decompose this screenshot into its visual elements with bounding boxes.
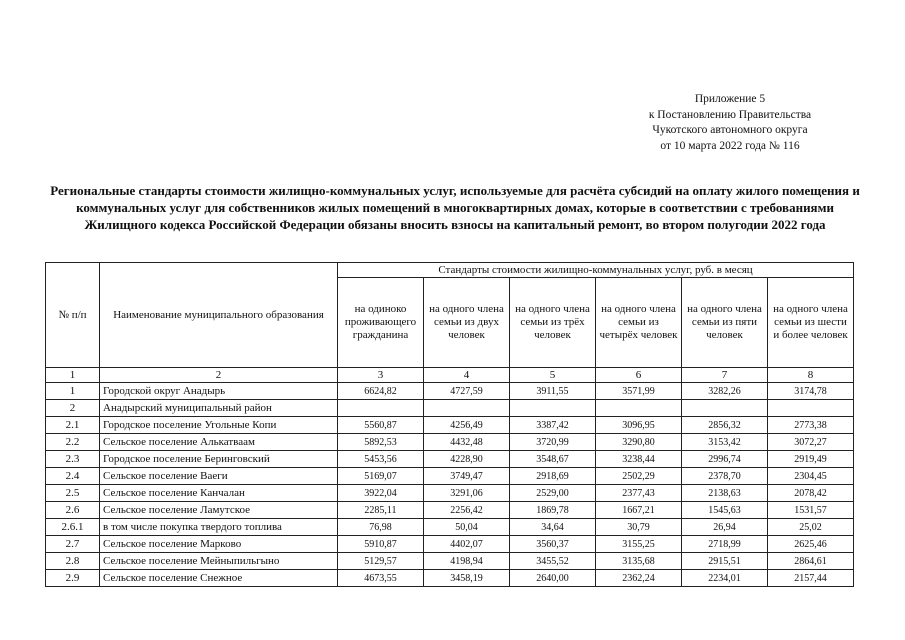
row-value: 2915,51: [682, 553, 768, 570]
row-value: 2377,43: [596, 485, 682, 502]
row-value: 3458,19: [424, 570, 510, 587]
row-value: 2285,11: [338, 502, 424, 519]
row-value: [338, 400, 424, 417]
row-value: 3387,42: [510, 417, 596, 434]
row-name: Городское поселение Угольные Копи: [100, 417, 338, 434]
appendix-line: к Постановлению Правительства: [648, 108, 812, 121]
table-row: [46, 451, 854, 468]
row-value: 3911,55: [510, 383, 596, 400]
row-number: 2.6: [46, 502, 100, 519]
row-value: 3571,99: [596, 383, 682, 400]
row-value: 2529,00: [510, 485, 596, 502]
col-header-two: на одного члена семьи из двух человек: [424, 278, 510, 368]
row-value: 2234,01: [682, 570, 768, 587]
row-number: 1: [46, 383, 100, 400]
table-row: [46, 383, 854, 400]
row-value: 3135,68: [596, 553, 682, 570]
row-value: 4727,59: [424, 383, 510, 400]
column-number: 5: [510, 368, 596, 383]
row-value: 5169,07: [338, 468, 424, 485]
row-value: 3290,80: [596, 434, 682, 451]
row-value: 2378,70: [682, 468, 768, 485]
col-header-three: на одного члена семьи из трёх человек: [510, 278, 596, 368]
row-value: 2718,99: [682, 536, 768, 553]
row-value: 6624,82: [338, 383, 424, 400]
table-body: [46, 383, 854, 587]
row-name: Сельское поселение Ламутское: [100, 502, 338, 519]
table-row: [46, 400, 854, 417]
row-value: 3720,99: [510, 434, 596, 451]
row-value: 2773,38: [768, 417, 854, 434]
row-value: 2078,42: [768, 485, 854, 502]
col-header-four: на одного члена семьи из четырёх человек: [596, 278, 682, 368]
row-value: 2256,42: [424, 502, 510, 519]
standards-table: [45, 262, 854, 587]
header-row-group: [46, 263, 854, 278]
row-number: 2.3: [46, 451, 100, 468]
table-row: [46, 502, 854, 519]
row-value: 25,02: [768, 519, 854, 536]
table-row: [46, 468, 854, 485]
table-row: [46, 485, 854, 502]
row-value: 2625,46: [768, 536, 854, 553]
row-value: 2640,00: [510, 570, 596, 587]
row-value: 4402,07: [424, 536, 510, 553]
appendix-line: Приложение 5: [694, 93, 766, 105]
row-value: 1667,21: [596, 502, 682, 519]
row-value: 3548,67: [510, 451, 596, 468]
row-name: Сельское поселение Ваеги: [100, 468, 338, 485]
col-header-name: Наименование муниципального образования: [100, 263, 338, 368]
row-value: [682, 400, 768, 417]
row-value: 2502,29: [596, 468, 682, 485]
column-number: 8: [768, 368, 854, 383]
row-value: 1531,57: [768, 502, 854, 519]
row-value: 5560,87: [338, 417, 424, 434]
row-value: 3455,52: [510, 553, 596, 570]
col-header-single: на одиноко проживающего гражданина: [338, 278, 424, 368]
row-value: 3282,26: [682, 383, 768, 400]
row-value: 5129,57: [338, 553, 424, 570]
row-name: в том числе покупка твердого топлива: [100, 519, 338, 536]
row-value: 5453,56: [338, 451, 424, 468]
row-value: 4198,94: [424, 553, 510, 570]
row-value: 2362,24: [596, 570, 682, 587]
row-value: 34,64: [510, 519, 596, 536]
row-value: [596, 400, 682, 417]
column-number: 2: [100, 368, 338, 383]
row-value: 2864,61: [768, 553, 854, 570]
row-name: Сельское поселение Канчалан: [100, 485, 338, 502]
row-value: 2856,32: [682, 417, 768, 434]
table-row: [46, 519, 854, 536]
row-value: 3560,37: [510, 536, 596, 553]
row-value: 2304,45: [768, 468, 854, 485]
appendix-line: Чукотского автономного округа: [652, 124, 808, 136]
row-name: Городской округ Анадырь: [100, 383, 338, 400]
row-value: 2918,69: [510, 468, 596, 485]
row-value: 4228,90: [424, 451, 510, 468]
row-value: 3072,27: [768, 434, 854, 451]
row-number: 2.4: [46, 468, 100, 485]
row-value: 3096,95: [596, 417, 682, 434]
column-number: 6: [596, 368, 682, 383]
row-number: 2.7: [46, 536, 100, 553]
row-value: 2996,74: [682, 451, 768, 468]
row-value: 3291,06: [424, 485, 510, 502]
row-value: 2919,49: [768, 451, 854, 468]
row-value: 5892,53: [338, 434, 424, 451]
row-value: 1545,63: [682, 502, 768, 519]
column-number: 3: [338, 368, 424, 383]
column-number: 1: [46, 368, 100, 383]
row-value: 2157,44: [768, 570, 854, 587]
row-name: Городское поселение Беринговский: [100, 451, 338, 468]
col-header-six: на одного члена семьи из шести и более человек: [768, 278, 854, 368]
row-value: [510, 400, 596, 417]
appendix-line: от 10 марта 2022 года № 116: [660, 139, 800, 152]
row-value: 3153,42: [682, 434, 768, 451]
row-name: Сельское поселение Алькатваам: [100, 434, 338, 451]
row-value: 4673,55: [338, 570, 424, 587]
row-value: 3749,47: [424, 468, 510, 485]
row-value: 3922,04: [338, 485, 424, 502]
row-name: Сельское поселение Мейныпильгыно: [100, 553, 338, 570]
col-header-number: № п/п: [46, 263, 100, 368]
row-value: 3155,25: [596, 536, 682, 553]
table-row: [46, 434, 854, 451]
table-row: [46, 553, 854, 570]
row-number: 2.5: [46, 485, 100, 502]
row-value: 4432,48: [424, 434, 510, 451]
row-value: 4256,49: [424, 417, 510, 434]
row-value: [768, 400, 854, 417]
group-header: Стандарты стоимости жилищно-коммунальных услуг, руб. в месяц: [338, 263, 854, 278]
row-number: 2: [46, 400, 100, 417]
table-row: [46, 536, 854, 553]
column-number: 7: [682, 368, 768, 383]
row-number: 2.9: [46, 570, 100, 587]
row-name: Анадырский муниципальный район: [100, 400, 338, 417]
row-value: 50,04: [424, 519, 510, 536]
table-row: [46, 570, 854, 587]
column-number: 4: [424, 368, 510, 383]
row-value: 76,98: [338, 519, 424, 536]
row-value: [424, 400, 510, 417]
row-value: 26,94: [682, 519, 768, 536]
row-name: Сельское поселение Снежное: [100, 570, 338, 587]
row-number: 2.8: [46, 553, 100, 570]
row-value: 3238,44: [596, 451, 682, 468]
column-number-row: [46, 368, 854, 383]
row-number: 2.2: [46, 434, 100, 451]
appendix-block: [600, 92, 860, 154]
row-number: 2.1: [46, 417, 100, 434]
table-row: [46, 417, 854, 434]
row-number: 2.6.1: [46, 519, 100, 536]
row-value: 30,79: [596, 519, 682, 536]
col-header-five: на одного члена семьи из пяти человек: [682, 278, 768, 368]
row-value: 2138,63: [682, 485, 768, 502]
row-value: 3174,78: [768, 383, 854, 400]
row-value: 5910,87: [338, 536, 424, 553]
row-value: 1869,78: [510, 502, 596, 519]
document-title: Региональные стандарты стоимости жилищно-коммунальных услуг, используемые для расчёта субсидий на оплату жилого помещения и коммунальных услуг для собственников жилых помещений в многоквартирных домах, которые в соответствии с требованиями Жилищного кодекса Российской Федерации обязаны вносить взносы на капитальный ремонт, во втором полугодии 2022 года: [50, 183, 860, 232]
row-name: Сельское поселение Марково: [100, 536, 338, 553]
